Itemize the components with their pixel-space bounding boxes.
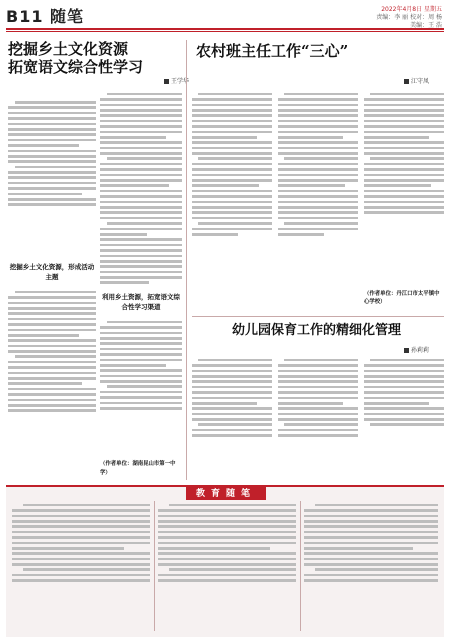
title-line-1: 挖掘乡土文化资源	[8, 40, 129, 58]
text-line	[100, 359, 182, 362]
bottom-col-3	[304, 501, 438, 631]
text-line	[198, 222, 272, 225]
text-line	[278, 136, 343, 139]
text-line	[100, 260, 182, 263]
text-line	[278, 152, 358, 155]
text-line	[278, 386, 358, 389]
title-line-2: 拓宽语文综合性学习	[8, 58, 144, 76]
text-line	[12, 525, 150, 528]
text-line	[192, 136, 257, 139]
text-line	[192, 131, 272, 134]
text-line	[192, 147, 272, 150]
text-line	[278, 125, 358, 128]
text-line	[364, 407, 444, 410]
text-line	[192, 125, 272, 128]
text-line	[198, 359, 272, 362]
text-line	[278, 174, 358, 177]
text-line	[278, 104, 358, 107]
text-line	[8, 307, 96, 310]
text-line	[278, 179, 358, 182]
mid-article-title: 幼儿园保育工作的精细化管理	[232, 323, 402, 338]
text-line	[192, 211, 272, 214]
text-line	[364, 120, 444, 123]
text-line	[198, 157, 272, 160]
text-line	[304, 520, 438, 523]
text-line	[364, 201, 444, 204]
text-line	[278, 364, 358, 367]
text-line	[158, 536, 296, 539]
editor-line: 责编：李 丽 校对：周 杨	[376, 14, 442, 21]
text-line	[8, 399, 96, 402]
text-line	[364, 402, 429, 405]
left-col-2-bottom	[100, 318, 182, 458]
text-line	[100, 233, 147, 236]
text-line	[100, 141, 182, 144]
text-line	[15, 291, 96, 294]
text-line	[8, 117, 96, 120]
text-line	[158, 579, 296, 582]
text-line	[192, 386, 272, 389]
text-line	[100, 104, 182, 107]
text-line	[8, 198, 96, 201]
text-line	[192, 184, 259, 187]
text-line	[278, 184, 345, 187]
text-line	[284, 157, 358, 160]
page-header	[0, 0, 450, 28]
text-line	[8, 203, 96, 206]
text-line	[192, 418, 272, 421]
text-line	[278, 391, 358, 394]
text-line	[364, 206, 444, 209]
text-line	[304, 515, 438, 518]
bottom-section-title: 教育随笔	[186, 485, 266, 500]
right-article-title: 农村班主任工作“三心”	[196, 42, 349, 60]
text-line	[364, 391, 444, 394]
text-line	[100, 174, 182, 177]
text-line	[100, 211, 182, 214]
text-line	[364, 413, 444, 416]
text-line	[15, 355, 96, 358]
header-rule-thin	[6, 31, 444, 32]
text-line	[100, 131, 182, 134]
text-line	[100, 348, 182, 351]
text-line	[8, 312, 96, 315]
text-line	[364, 109, 444, 112]
text-line	[198, 93, 272, 96]
text-line	[100, 332, 182, 335]
text-line	[8, 323, 96, 326]
left-author-note: （作者单位：湖南昆山市第一中学）	[100, 461, 176, 476]
text-line	[8, 361, 96, 364]
text-line	[100, 190, 182, 193]
text-line	[100, 281, 149, 284]
text-line	[158, 558, 296, 561]
text-line	[364, 125, 444, 128]
text-line	[100, 396, 182, 399]
mid-col-2	[278, 356, 358, 482]
text-line	[278, 168, 358, 171]
text-line	[278, 147, 358, 150]
text-line	[8, 345, 96, 348]
text-line	[284, 423, 358, 426]
text-line	[284, 359, 358, 362]
text-line	[8, 350, 96, 353]
text-line	[100, 217, 182, 220]
text-line	[364, 397, 444, 400]
text-line	[364, 375, 444, 378]
text-line	[192, 98, 272, 101]
text-line	[8, 296, 96, 299]
text-line	[100, 168, 182, 171]
text-line	[100, 369, 182, 372]
text-line	[278, 163, 358, 166]
text-line	[158, 547, 270, 550]
text-line	[192, 190, 272, 193]
text-line	[8, 171, 96, 174]
text-line	[100, 391, 182, 394]
right-article-byline: 江守凤	[404, 76, 429, 85]
text-line	[100, 407, 182, 410]
mid-col-3	[364, 356, 444, 464]
left-subhead-2: 利用乡土资源，拓宽语文综合性学习渠道	[102, 293, 180, 311]
text-line	[304, 574, 438, 577]
text-line	[278, 206, 358, 209]
bottom-col-2	[158, 501, 296, 631]
text-line	[8, 133, 96, 136]
text-line	[192, 206, 272, 209]
text-line	[304, 525, 438, 528]
mid-col-1	[192, 356, 272, 482]
text-line	[158, 525, 296, 528]
text-line	[100, 120, 182, 123]
text-line	[8, 144, 79, 147]
text-line	[100, 206, 182, 209]
text-line	[100, 109, 182, 112]
left-col-1-top	[8, 90, 96, 255]
text-line	[8, 150, 96, 153]
text-line	[192, 109, 272, 112]
text-line	[364, 386, 444, 389]
right-author-note: （作者单位：丹江口市太平镇中心学校）	[364, 291, 440, 305]
text-line	[192, 233, 238, 236]
text-line	[12, 515, 150, 518]
text-line	[364, 98, 444, 101]
text-line	[100, 184, 169, 187]
text-line	[8, 106, 96, 109]
text-line	[8, 193, 82, 196]
text-line	[278, 429, 358, 432]
text-line	[304, 531, 438, 534]
text-line	[8, 329, 96, 332]
text-line	[169, 504, 296, 507]
text-line	[8, 366, 96, 369]
text-line	[304, 563, 438, 566]
text-line	[100, 136, 166, 139]
text-line	[158, 515, 296, 518]
text-line	[158, 574, 296, 577]
text-line	[12, 558, 150, 561]
text-line	[12, 563, 150, 566]
text-line	[192, 391, 272, 394]
text-line	[192, 375, 272, 378]
text-line	[8, 160, 96, 163]
text-line	[370, 359, 444, 362]
text-line	[8, 123, 96, 126]
text-line	[100, 125, 182, 128]
bottom-divider-1	[154, 501, 155, 631]
text-line	[8, 139, 96, 142]
text-line	[192, 195, 272, 198]
text-line	[100, 163, 182, 166]
text-line	[192, 179, 272, 182]
header-rule	[6, 28, 444, 30]
header-info	[376, 6, 442, 30]
text-line	[158, 542, 296, 545]
text-line	[100, 375, 182, 378]
text-line	[107, 321, 182, 324]
text-line	[278, 418, 358, 421]
text-line	[315, 568, 438, 571]
text-line	[304, 579, 438, 582]
text-line	[364, 370, 444, 373]
text-line	[192, 141, 272, 144]
right-col-2	[278, 90, 358, 312]
text-line	[278, 434, 358, 437]
text-line	[107, 385, 182, 388]
text-line	[364, 114, 444, 117]
text-line	[370, 157, 444, 160]
text-line	[278, 109, 358, 112]
text-line	[364, 195, 444, 198]
text-line	[370, 423, 444, 426]
text-line	[158, 552, 296, 555]
text-line	[315, 504, 438, 507]
text-line	[364, 131, 444, 134]
text-line	[284, 222, 358, 225]
text-line	[192, 380, 272, 383]
bottom-section	[6, 485, 444, 637]
text-line	[304, 558, 438, 561]
text-line	[23, 568, 150, 571]
page-number: B11 随笔	[6, 7, 85, 26]
text-line	[192, 370, 272, 373]
text-line	[100, 98, 182, 101]
left-article-title	[8, 40, 143, 76]
text-line	[100, 364, 166, 367]
text-line	[8, 112, 96, 115]
text-line	[8, 176, 96, 179]
text-line	[8, 372, 96, 375]
divider-mid	[192, 316, 444, 317]
text-line	[100, 276, 182, 279]
text-line	[100, 402, 182, 405]
text-line	[278, 397, 358, 400]
text-line	[100, 271, 182, 274]
text-line	[12, 531, 150, 534]
text-line	[364, 211, 444, 214]
text-line	[12, 509, 150, 512]
text-line	[100, 380, 182, 383]
text-line	[278, 413, 358, 416]
text-line	[158, 520, 296, 523]
text-line	[100, 147, 182, 150]
text-line	[12, 520, 150, 523]
text-line	[100, 353, 182, 356]
text-line	[278, 402, 343, 405]
text-line	[198, 423, 272, 426]
text-line	[278, 114, 358, 117]
text-line	[12, 547, 124, 550]
text-line	[8, 339, 96, 342]
text-line	[364, 418, 444, 421]
bottom-col-1	[12, 501, 150, 631]
text-line	[100, 238, 182, 241]
text-line	[107, 157, 182, 160]
left-article-byline: 王学华	[164, 76, 189, 85]
text-line	[100, 195, 182, 198]
text-line	[278, 217, 358, 220]
right-col-1	[192, 90, 272, 312]
text-line	[12, 552, 150, 555]
text-line	[8, 318, 96, 321]
text-line	[278, 380, 358, 383]
text-line	[192, 402, 257, 405]
text-line	[169, 568, 296, 571]
text-line	[8, 404, 96, 407]
text-line	[364, 163, 444, 166]
right-col-3	[364, 90, 444, 286]
text-line	[107, 93, 182, 96]
text-line	[192, 228, 272, 231]
text-line	[364, 141, 444, 144]
text-line	[158, 563, 296, 566]
text-line	[100, 114, 182, 117]
text-line	[364, 179, 444, 182]
text-line	[192, 413, 272, 416]
text-line	[100, 337, 182, 340]
date-line: 2022年4月8日 星期五	[381, 6, 442, 13]
text-line	[192, 114, 272, 117]
text-line	[278, 201, 358, 204]
text-line	[100, 265, 182, 268]
text-line	[364, 136, 429, 139]
text-line	[364, 104, 444, 107]
bottom-divider-2	[300, 501, 301, 631]
text-line	[192, 217, 272, 220]
text-line	[192, 168, 272, 171]
text-line	[370, 93, 444, 96]
text-line	[8, 334, 79, 337]
text-line	[192, 174, 272, 177]
text-line	[8, 382, 82, 385]
text-line	[8, 187, 96, 190]
text-line	[107, 222, 182, 225]
text-line	[364, 152, 444, 155]
text-line	[12, 579, 150, 582]
text-line	[364, 380, 444, 383]
text-line	[15, 101, 96, 104]
text-line	[8, 155, 96, 158]
text-line	[192, 201, 272, 204]
text-line	[100, 249, 182, 252]
text-line	[100, 244, 182, 247]
text-line	[278, 131, 358, 134]
text-line	[284, 93, 358, 96]
text-line	[15, 166, 96, 169]
text-line	[278, 211, 358, 214]
left-col-1-bottom	[8, 288, 96, 478]
text-line	[8, 409, 96, 412]
text-line	[304, 509, 438, 512]
text-line	[278, 141, 358, 144]
text-line	[192, 434, 272, 437]
text-line	[278, 190, 358, 193]
text-line	[8, 377, 96, 380]
text-line	[364, 184, 431, 187]
text-line	[100, 342, 182, 345]
text-line	[278, 375, 358, 378]
text-line	[12, 536, 150, 539]
text-line	[158, 531, 296, 534]
text-line	[192, 429, 272, 432]
text-line	[192, 364, 272, 367]
text-line	[100, 179, 182, 182]
text-line	[100, 255, 182, 258]
text-line	[23, 504, 150, 507]
text-line	[158, 509, 296, 512]
text-line	[100, 152, 182, 155]
text-line	[364, 190, 444, 193]
text-line	[304, 536, 438, 539]
text-line	[192, 163, 272, 166]
divider-left	[186, 40, 187, 480]
text-line	[304, 542, 438, 545]
text-line	[364, 168, 444, 171]
text-line	[100, 228, 182, 231]
text-line	[100, 201, 182, 204]
text-line	[12, 542, 150, 545]
mid-article-byline: 孙莉莉	[404, 345, 429, 354]
text-line	[278, 233, 324, 236]
text-line	[364, 364, 444, 367]
text-line	[304, 552, 438, 555]
text-line	[8, 388, 96, 391]
text-line	[364, 147, 444, 150]
text-line	[192, 397, 272, 400]
text-line	[8, 128, 96, 131]
text-line	[278, 195, 358, 198]
text-line	[8, 393, 96, 396]
text-line	[100, 326, 182, 329]
text-line	[364, 174, 444, 177]
text-line	[12, 574, 150, 577]
text-line	[278, 228, 358, 231]
design-line: 美编：王 浩	[410, 22, 442, 29]
text-line	[8, 302, 96, 305]
text-line	[278, 407, 358, 410]
text-line	[278, 370, 358, 373]
text-line	[192, 104, 272, 107]
text-line	[8, 182, 96, 185]
text-line	[192, 120, 272, 123]
text-line	[192, 152, 272, 155]
text-line	[278, 98, 358, 101]
text-line	[304, 547, 413, 550]
text-line	[278, 120, 358, 123]
text-line	[192, 407, 272, 410]
left-subhead-1: 挖掘乡土文化资源，形成活动主题	[9, 263, 95, 281]
